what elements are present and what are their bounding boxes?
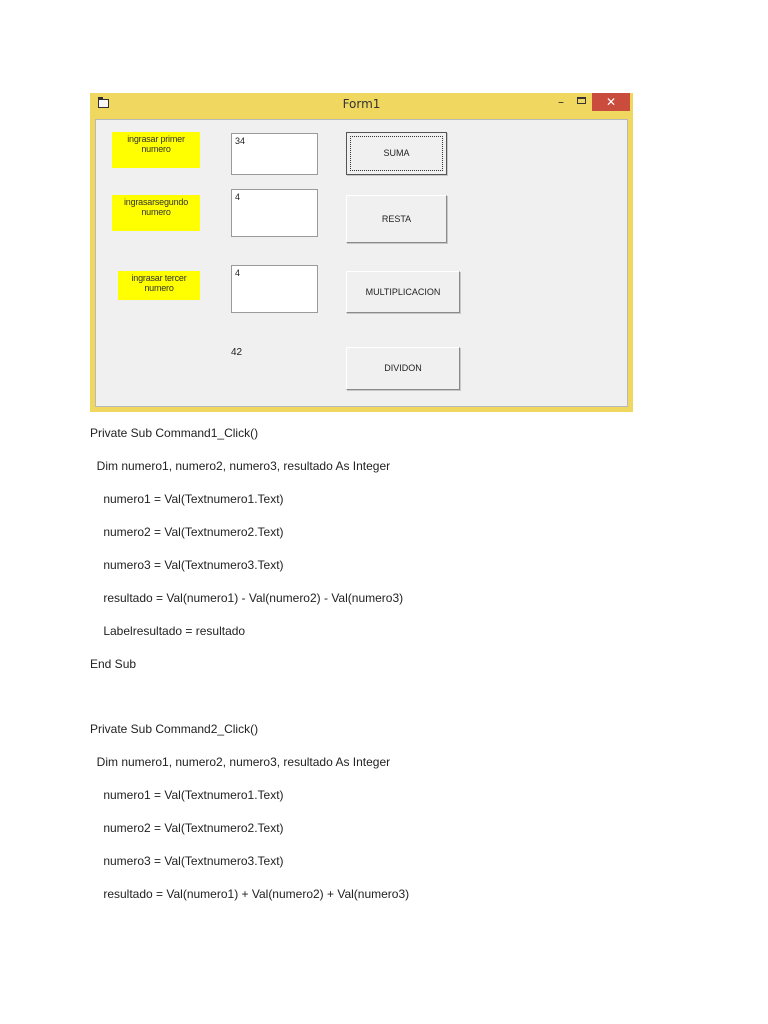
close-button[interactable]: ✕ — [592, 93, 630, 111]
code-line: numero3 = Val(Textnumero3.Text) — [90, 854, 284, 868]
minimize-button[interactable]: – — [558, 95, 564, 109]
textbox-second-number[interactable]: 4 — [231, 189, 318, 237]
window-title: Form1 — [342, 97, 381, 111]
textbox-third-number[interactable]: 4 — [231, 265, 318, 313]
textbox-first-number[interactable]: 34 — [231, 133, 318, 175]
label-third-number: ingrasar tercer numero — [118, 271, 200, 300]
label-second-number: ingrasarsegundo numero — [112, 195, 200, 231]
code-line: resultado = Val(numero1) + Val(numero2) + Val(numero3) — [90, 887, 410, 901]
code-line: Private Sub Command2_Click() — [90, 722, 259, 736]
code-line: resultado = Val(numero1) - Val(numero2) - Val(numero3) — [90, 591, 404, 605]
label-first-number: ingrasar primer numero — [112, 132, 200, 168]
code-line: Dim numero1, numero2, numero3, resultado As Integer — [90, 755, 391, 769]
division-button[interactable]: DIVIDON — [346, 347, 460, 390]
code-line: Labelresultado = resultado — [90, 624, 246, 638]
form-client-area — [95, 119, 628, 407]
resta-button[interactable]: RESTA — [346, 195, 447, 243]
vb-form-window — [90, 93, 633, 412]
code-line: numero1 = Val(Textnumero1.Text) — [90, 492, 284, 506]
code-line: numero2 = Val(Textnumero2.Text) — [90, 821, 284, 835]
multiplicacion-button[interactable]: MULTIPLICACION — [346, 271, 460, 313]
maximize-button[interactable] — [577, 97, 586, 104]
code-line: Dim numero1, numero2, numero3, resultado As Integer — [90, 459, 391, 473]
code-line: numero3 = Val(Textnumero3.Text) — [90, 558, 284, 572]
code-line: Private Sub Command1_Click() — [90, 426, 259, 440]
code-line: numero2 = Val(Textnumero2.Text) — [90, 525, 284, 539]
code-line: numero1 = Val(Textnumero1.Text) — [90, 788, 284, 802]
suma-button[interactable]: SUMA — [346, 132, 447, 175]
result-label: 42 — [231, 347, 243, 358]
code-line: End Sub — [90, 657, 137, 671]
title-bar[interactable] — [90, 93, 633, 117]
